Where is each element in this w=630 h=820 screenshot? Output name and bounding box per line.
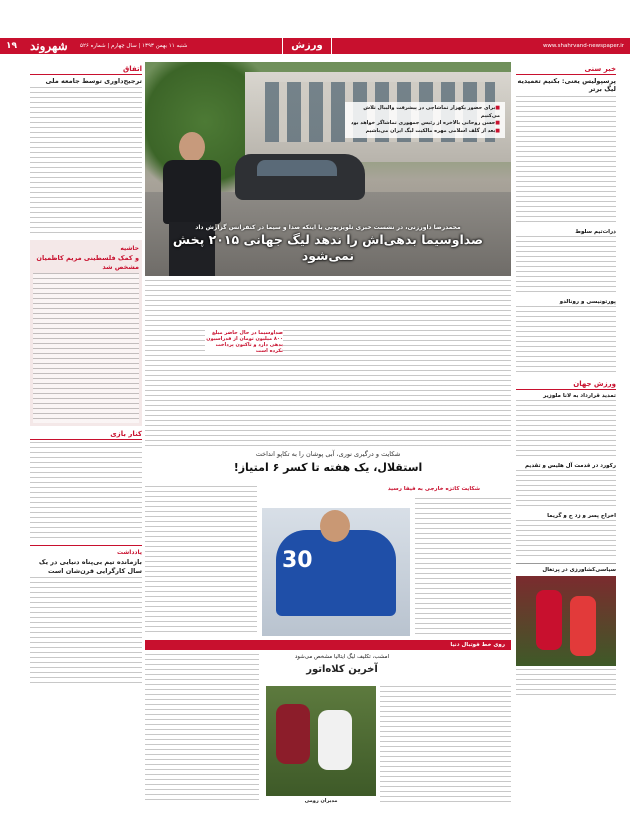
site-url: www.shahrvand-newspaper.ir — [542, 43, 624, 49]
player-head — [320, 510, 350, 542]
right-photo-caption: سیاسی‌کشاورزی در پرتغال — [542, 566, 616, 573]
story2-headline: استقلال، یک هفته تا کسر ۶ امتیاز! — [233, 461, 423, 474]
story3-section-bar — [145, 640, 511, 650]
person-head — [179, 132, 205, 162]
right-text-4 — [516, 470, 616, 510]
right-subhead-2: پورتونیسی و رونالدو — [559, 298, 616, 305]
story2-kicker: شکایت و درگیری نوری، آبی پوشان را به تکاپو انداخت — [255, 450, 401, 458]
main-text-lines — [145, 280, 511, 446]
left-body-text — [30, 87, 142, 237]
player-shirt — [276, 530, 396, 616]
left-box-kicker: حاشیه — [120, 245, 139, 253]
player-photo — [262, 508, 410, 636]
left-box-text — [33, 273, 139, 423]
story3-headline: آخرین کلاه‌اتور — [306, 664, 378, 675]
right-body-text — [516, 96, 616, 226]
right-photo-player-2 — [570, 596, 596, 656]
right-text-1 — [516, 236, 616, 296]
right-photo-player-1 — [536, 590, 562, 650]
main-headline: صداوسیما بدهی‌اش را ندهد لیگ جهانی ۲۰۱۵ پخش نمی‌شود — [172, 232, 484, 263]
person-torso — [163, 160, 221, 224]
player-white — [318, 710, 352, 770]
left-bottom-text — [30, 577, 142, 687]
right-column — [516, 65, 616, 699]
right-divider — [516, 563, 616, 564]
left-bottom-kicker: یادداشت — [117, 549, 142, 557]
right-text-5 — [516, 520, 616, 560]
newspaper-logo: شهروند — [30, 39, 68, 53]
story3-section-label: روی خط فوتبال دنیا — [450, 642, 505, 648]
highlight-2: ■ حسن روحانی بالاخره از رئیس جمهوری تماشاگر خواهد بود — [350, 120, 500, 128]
right-text-2 — [516, 306, 616, 376]
story3-kicker: امشب، تکلیف لیگ ایتالیا مشخص می‌شود — [294, 654, 390, 660]
page-number: ۱۹ — [6, 41, 17, 51]
left-section2-title: کنار بازی — [30, 430, 142, 440]
highlight-3: ■ بعد از گلف اسلامی مهره مالکیت لیگ ایران می‌باشیم — [350, 128, 500, 136]
roma-photo — [266, 686, 376, 796]
left-highlight-box — [30, 240, 142, 426]
right-photo — [516, 576, 616, 666]
right-subhead-1: ذرات‌تیم سلوط — [575, 228, 616, 235]
right-headline: پرسپولیس یعنی: بکنیم تعمیدیه ليگ برتر — [517, 77, 616, 94]
player-red — [276, 704, 310, 764]
car-window-shape — [257, 160, 337, 176]
story2-text-left — [145, 486, 257, 636]
left-divider — [30, 545, 142, 546]
story3-text-right — [380, 686, 511, 804]
story3-text-left — [145, 654, 259, 804]
photo-highlights — [345, 102, 505, 138]
left-bottom-headline: بازمانده تیم بی‌پناه دنیایی در یک سال کار‌گرایی قرن‌شان است — [38, 558, 142, 575]
right-section-title: خبر سنی — [516, 65, 616, 75]
story2-text-right — [415, 498, 511, 636]
right-subhead-5: اخراج پسر و زد ج و گریما — [547, 512, 616, 519]
main-pullquote: صداوسیما در حال حاضر مبلغ ۸۰۰ میلیون تومان از فدراسیون بدهی دارد و تاکنون پرداخت نکرده است — [206, 330, 283, 354]
section-title: ورزش — [282, 38, 332, 54]
right-subhead-4: رکورد در قدمت آل هلیس و تقدیم — [524, 462, 616, 469]
date-line: شنبه ۱۱ بهمن ۱۳۹۳ | سال چهارم | شماره ۵۲۶ — [80, 43, 188, 49]
left-section-title: اتفاق — [30, 65, 142, 75]
roma-photo-caption: مدیران رومی — [304, 798, 338, 804]
left-section2-text — [30, 442, 142, 542]
story2-subhead: شکایت کاتزه خارجی به فیفا رسید — [387, 486, 480, 492]
left-headline: ترجیح‌داوری توسط جامعه ملی — [45, 77, 142, 85]
right-bottom-text — [516, 669, 616, 699]
left-box-headline: و کمک فلسطینی مریم کاظمیان مشخص شد — [36, 254, 139, 271]
player-jersey-number: 30 — [282, 548, 313, 573]
right-text-3 — [516, 400, 616, 460]
right-subhead-3: تمدید‌ قرارداد به لانا ملوزیر — [543, 392, 616, 399]
right-section2-title: ورزش جهان — [516, 380, 616, 390]
main-kicker: محمدرضا داورزنی، در نشست خبری تلویزیونی با اینکه صدا و سیما در کنفرانس گزارش داد — [195, 224, 461, 231]
main-body-text — [145, 280, 511, 446]
left-column — [30, 65, 142, 687]
page-header — [0, 38, 630, 54]
highlight-1: ■ برای حضور یکهزار تماشاچی در پیشرفت والیبال تلاش می‌کنیم — [350, 105, 500, 120]
